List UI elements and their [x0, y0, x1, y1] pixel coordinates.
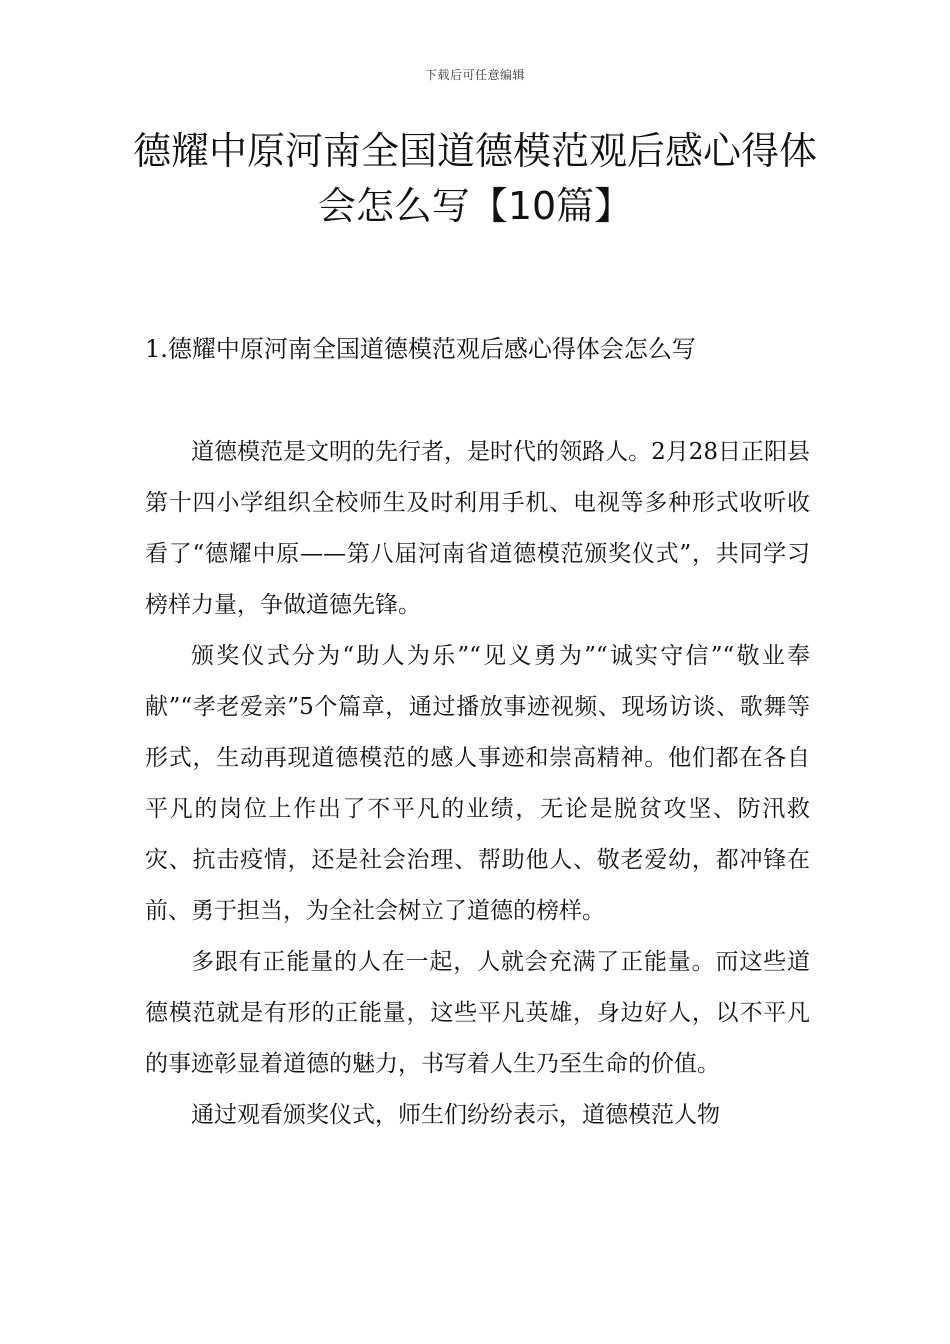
header-note: 下载后可任意编辑 [424, 68, 525, 82]
paragraph: 颁奖仪式分为“助人为乐”“见义勇为”“诚实守信”“敬业奉献”“孝老爱亲”5个篇章，通过播放事迹视频、现场访谈、歌舞等形式，生动再现道德模范的感人事迹和崇高精神。他们都在各自平凡的岗位上作出了不平凡的业绩，无论是脱贫攻坚、防汛救灾、抗击疫情，还是社会治理、帮助他人、敬老爱幼，都冲锋在前、勇于担当，为全社会树立了道德的榜样。 [145, 643, 810, 924]
document-title: 德耀中原河南全国道德模范观后感心得体会怎么写【10篇】 [132, 129, 817, 228]
paragraph: 道德模范是文明的先行者，是时代的领路人。2月28日正阳县第十四小学组织全校师生及时利用手机、电视等多种形式收听收看了“德耀中原——第八届河南省道德模范颁奖仪式”，共同学习榜样力量，争做道德先锋。 [145, 439, 810, 618]
paragraph: 通过观看颁奖仪式，师生们纷纷表示，道德模范人物 [191, 1102, 720, 1128]
section-heading: 1.德耀中原河南全国道德模范观后感心得体会怎么写 [145, 335, 696, 363]
document-body [145, 427, 810, 1141]
paragraph: 多跟有正能量的人在一起，人就会充满了正能量。而这些道德模范就是有形的正能量，这些平凡英雄，身边好人，以不平凡的事迹彰显着道德的魅力，书写着人生乃至生命的价值。 [145, 949, 810, 1077]
